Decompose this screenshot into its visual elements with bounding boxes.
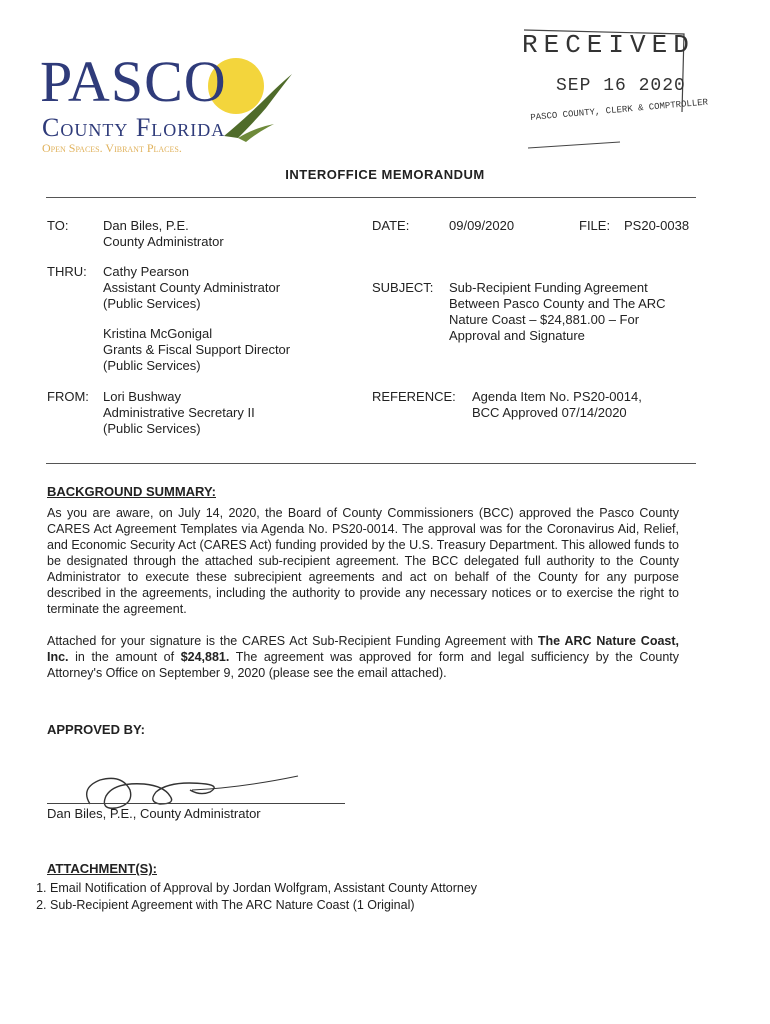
stamp-office: PASCO COUNTY, CLERK & COMPTROLLER	[530, 97, 709, 123]
background-paragraph-2	[47, 633, 679, 681]
background-heading: BACKGROUND SUMMARY:	[47, 484, 216, 499]
stamp-received: RECEIVED	[522, 30, 695, 60]
file-label: FILE:	[579, 218, 611, 233]
from-title: Administrative Secretary II	[103, 405, 255, 420]
attachments-list	[30, 880, 477, 914]
signature-line	[47, 803, 345, 804]
approved-by-heading: APPROVED BY:	[47, 722, 145, 737]
para2-text-c: The agreement was approved for form and legal sufficiency by the County Attorney's Office on September 9, 2020 (please see the email attached).	[47, 650, 679, 680]
divider	[46, 463, 696, 464]
subject-line4: Approval and Signature	[449, 328, 585, 343]
to-label: TO:	[47, 218, 69, 233]
attachment-item: 2. Sub-Recipient Agreement with The ARC Nature Coast (1 Original)	[50, 897, 477, 914]
para2-amount: $24,881.	[180, 650, 230, 664]
logo-bird-icon	[218, 66, 298, 146]
to-title: County Administrator	[103, 234, 224, 249]
from-dept: (Public Services)	[103, 421, 201, 436]
thru-label: THRU:	[47, 264, 87, 279]
date-value: 09/09/2020	[449, 218, 515, 233]
subject-line1: Sub-Recipient Funding Agreement	[449, 280, 648, 295]
from-name: Lori Bushway	[103, 389, 182, 404]
date-label: DATE:	[372, 218, 410, 233]
to-name: Dan Biles, P.E.	[103, 218, 189, 233]
para2-org: The ARC Nature Coast, Inc.	[47, 634, 679, 664]
memo-title: INTEROFFICE MEMORANDUM	[285, 167, 485, 182]
thru-person2-dept: (Public Services)	[103, 358, 201, 373]
file-value: PS20-0038	[624, 218, 690, 233]
stamp-date: SEP 16 2020	[556, 76, 686, 96]
subject-line3: Nature Coast – $24,881.00 – For	[449, 312, 640, 327]
reference-line1: Agenda Item No. PS20-0014,	[472, 389, 642, 404]
logo-tagline: Open Spaces. Vibrant Places.	[42, 141, 182, 155]
attachments-heading: ATTACHMENT(S):	[47, 861, 157, 876]
logo-subtitle: County Florida	[42, 113, 226, 142]
from-label: FROM:	[47, 389, 89, 404]
signer-name: Dan Biles, P.E., County Administrator	[47, 806, 261, 821]
reference-line2: BCC Approved 07/14/2020	[472, 405, 627, 420]
subject-label: SUBJECT:	[372, 280, 434, 295]
thru-person1-title: Assistant County Administrator	[103, 280, 281, 295]
reference-label: REFERENCE:	[372, 389, 456, 404]
divider	[46, 197, 696, 198]
background-paragraph-1: As you are aware, on July 14, 2020, the Board of County Commissioners (BCC) approved the Pasco County CARES Act Agreement Templates via Agenda No. PS20-0014. The approval was for the Coronavirus Aid, Relief, and Economic Security Act (CARES Act) funding provided by the U.S. Treasury Department. This allowed funds to be designated through the attached sub-recipient agreement. The BCC delegated full authority to the County Administrator to execute these subrecipient agreements and act on behalf of the County for any purpose described in the agreements, including the authority to provide any necessary notices or to exercise the right to terminate the agreement.	[47, 506, 679, 616]
thru-person1-dept: (Public Services)	[103, 296, 201, 311]
para2-text-a: Attached for your signature is the CARES Act Sub-Recipient Funding Agreement with	[47, 634, 538, 648]
attachment-item: 1. Email Notification of Approval by Jordan Wolfgram, Assistant County Attorney	[50, 880, 477, 897]
para2-text-b: in the amount of	[68, 650, 181, 664]
subject-line2: Between Pasco County and The ARC	[449, 296, 666, 311]
thru-person2-name: Kristina McGonigal	[103, 326, 213, 341]
thru-person1-name: Cathy Pearson	[103, 264, 189, 279]
thru-person2-title: Grants & Fiscal Support Director	[103, 342, 291, 357]
logo-name: PASCO	[40, 49, 227, 114]
